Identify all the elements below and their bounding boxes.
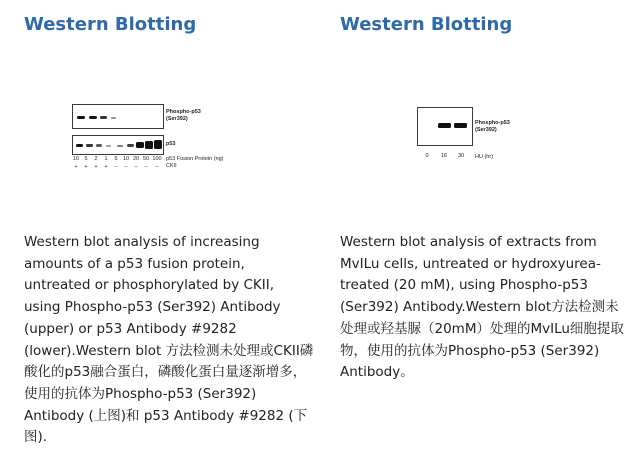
lane-label: 0 [425,153,429,159]
blot-panel-phospho [72,104,164,129]
lane-label: 50 [142,156,150,162]
lane-label: 2 [94,156,98,162]
blot-band [111,117,116,119]
blot-band [127,144,134,147]
lane-label: 30 [457,153,465,159]
blot-panel-phospho [417,107,473,146]
left-blot-figure [72,98,262,178]
lane-label: 16 [440,153,448,159]
blot-band [96,144,102,147]
blot-band [100,116,107,119]
treatment-sign: – [114,164,118,170]
blot-band [438,123,451,128]
lane-label: 10 [122,156,130,162]
axis-label: p53 Fusion Protein (ng) [166,156,224,162]
blot-band [77,116,85,119]
lane-label: 20 [132,156,140,162]
left-caption: Western blot analysis of increasing amounts of a p53 fusion protein, untreated or phosphorylated by CKII, using Phospho-p53 (Ser392) Antibody (upper) or p53 Antibody #9282 (lower).Western blot 方法检测未处理或CKII磷酸化的p53融合蛋白，磷酸化蛋白量逐渐增多，使用的抗体为Phospho-p53 (Ser392) Antibody (上图)和 p53 Antibody #9282 (下图). [24,234,314,446]
treatment-label: CKII [166,163,177,169]
blot-band [76,144,83,147]
right-blot-figure [417,107,617,167]
blot-band [106,145,111,147]
phospho-label-line1: Phospho-p53 [475,120,510,126]
treatment-sign: + [84,164,88,170]
phospho-label-line2: (Ser392) [475,127,497,133]
treatment-sign: – [124,164,128,170]
lane-label: 10 [72,156,80,162]
treatment-sign: – [134,164,138,170]
lane-label: 100 [152,156,162,162]
right-heading: Western Blotting [340,14,513,35]
blot-band [454,123,467,128]
treatment-sign: + [74,164,78,170]
phospho-label-line2: (Ser392) [166,116,188,122]
lane-label: 5 [114,156,118,162]
blot-band [145,141,153,149]
treatment-sign: – [155,164,159,170]
lane-label: 5 [84,156,88,162]
blot-band [89,116,97,119]
blot-panel-p53 [72,135,164,155]
blot-band [86,144,93,147]
treatment-sign: – [144,164,148,170]
blot-band [154,140,162,149]
phospho-label-line1: Phospho-p53 [166,109,201,115]
blot-band [117,145,123,147]
treatment-sign: + [104,164,108,170]
blot-band [136,142,144,148]
left-heading: Western Blotting [24,14,197,35]
treatment-sign: + [94,164,98,170]
p53-label: p53 [166,141,176,147]
axis-label: HU (hr) [475,154,494,160]
lane-label: 1 [104,156,108,162]
right-caption: Western blot analysis of extracts from MvILu cells, untreated or hydroxyurea-treated (20 mM), using Phospho-p53 (Ser392) Antibody.Western blot方法检测未处理或羟基脲（20mM）处理的MvILu细胞提取物，使用的抗体为Phospho-p53 (Ser392) Antibody。 [340,234,624,381]
